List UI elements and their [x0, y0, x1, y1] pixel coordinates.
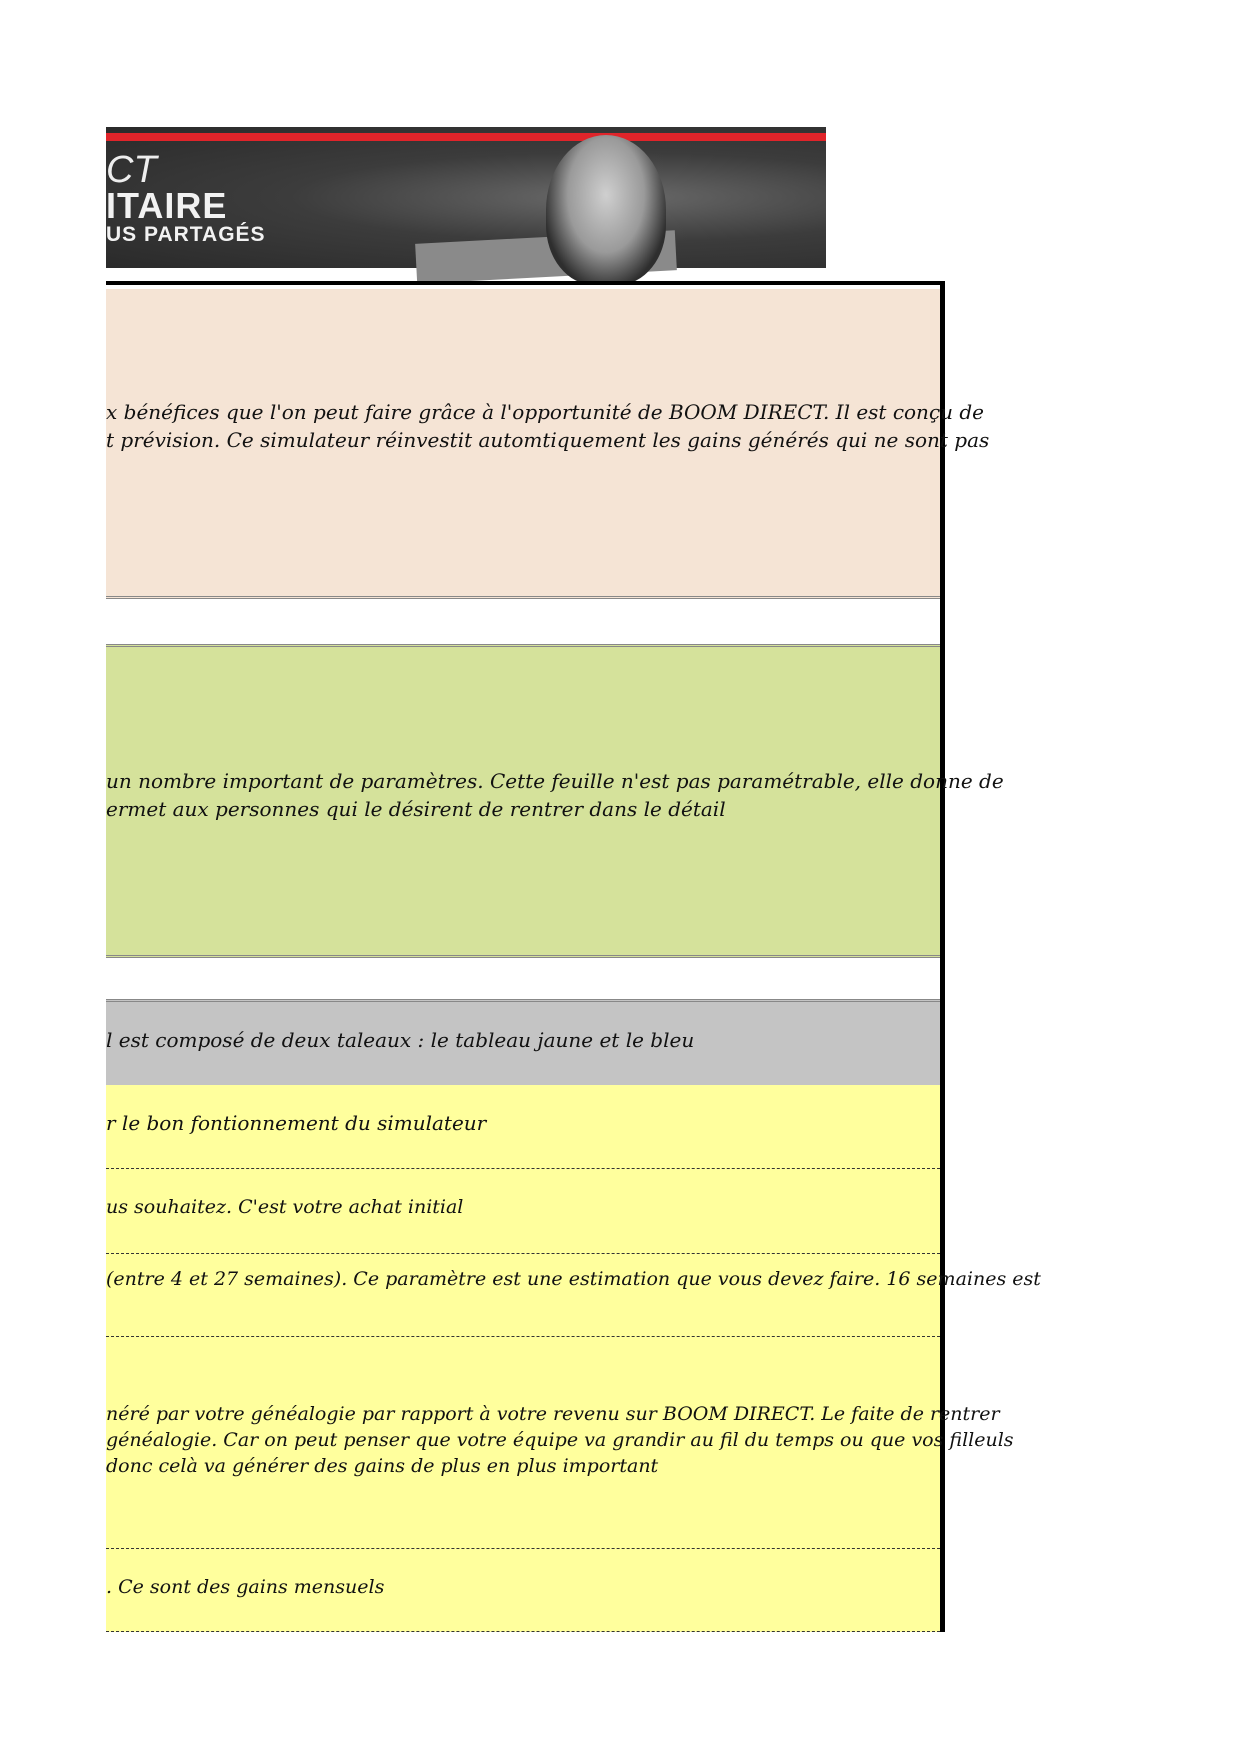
banner-title: ITAIRE: [106, 185, 228, 226]
param-row-4-line-3: donc celà va générer des gains de plus en plus important: [106, 1455, 659, 1477]
banner-title-fragment: CT: [106, 149, 157, 191]
divider: [106, 1253, 940, 1254]
divider: [106, 1336, 940, 1337]
banner-image: [106, 127, 826, 268]
sheet-frame: [106, 281, 1041, 1632]
banner-red-stripe: [106, 133, 826, 141]
detail-line-1: un nombre important de paramètres. Cette feuille n'est pas paramétrable, elle donne de: [106, 769, 1004, 793]
intro-line-2: t prévision. Ce simulateur réinvestit automtiquement les gains générés qui ne sont pas: [106, 428, 990, 452]
param-row-2: us souhaitez. C'est votre achat initial: [106, 1196, 464, 1218]
param-row-1: r le bon fontionnement du simulateur: [106, 1111, 487, 1135]
param-row-3: (entre 4 et 27 semaines). Ce paramètre est une estimation que vous devez faire. 16 semaines est: [106, 1268, 1041, 1290]
detail-section: [106, 644, 1004, 958]
banner-woman-photo: [546, 135, 666, 285]
intro-line-1: x bénéfices que l'on peut faire grâce à l'opportunité de BOOM DIRECT. Il est conçu de: [106, 400, 985, 424]
tables-header-text: l est composé de deux taleaux : le tableau jaune et le bleu: [106, 1028, 695, 1052]
divider: [106, 1631, 940, 1632]
param-row-4-line-2: généalogie. Car on peut penser que votre équipe va grandir au fil du temps ou que vos filleuls: [106, 1429, 1014, 1451]
detail-line-2: ermet aux personnes qui le désirent de rentrer dans le détail: [106, 797, 726, 821]
divider: [106, 1168, 940, 1169]
intro-section: [106, 289, 990, 599]
divider: [106, 1548, 940, 1549]
tables-header: [106, 999, 940, 1088]
param-row-5: . Ce sont des gains mensuels: [106, 1576, 385, 1598]
banner-subtitle: US PARTAGÉS: [106, 223, 266, 246]
param-row-4-line-1: néré par votre généalogie par rapport à votre revenu sur BOOM DIRECT. Le faite de rentrer: [106, 1403, 1000, 1425]
yellow-table-section: [106, 1085, 1041, 1632]
